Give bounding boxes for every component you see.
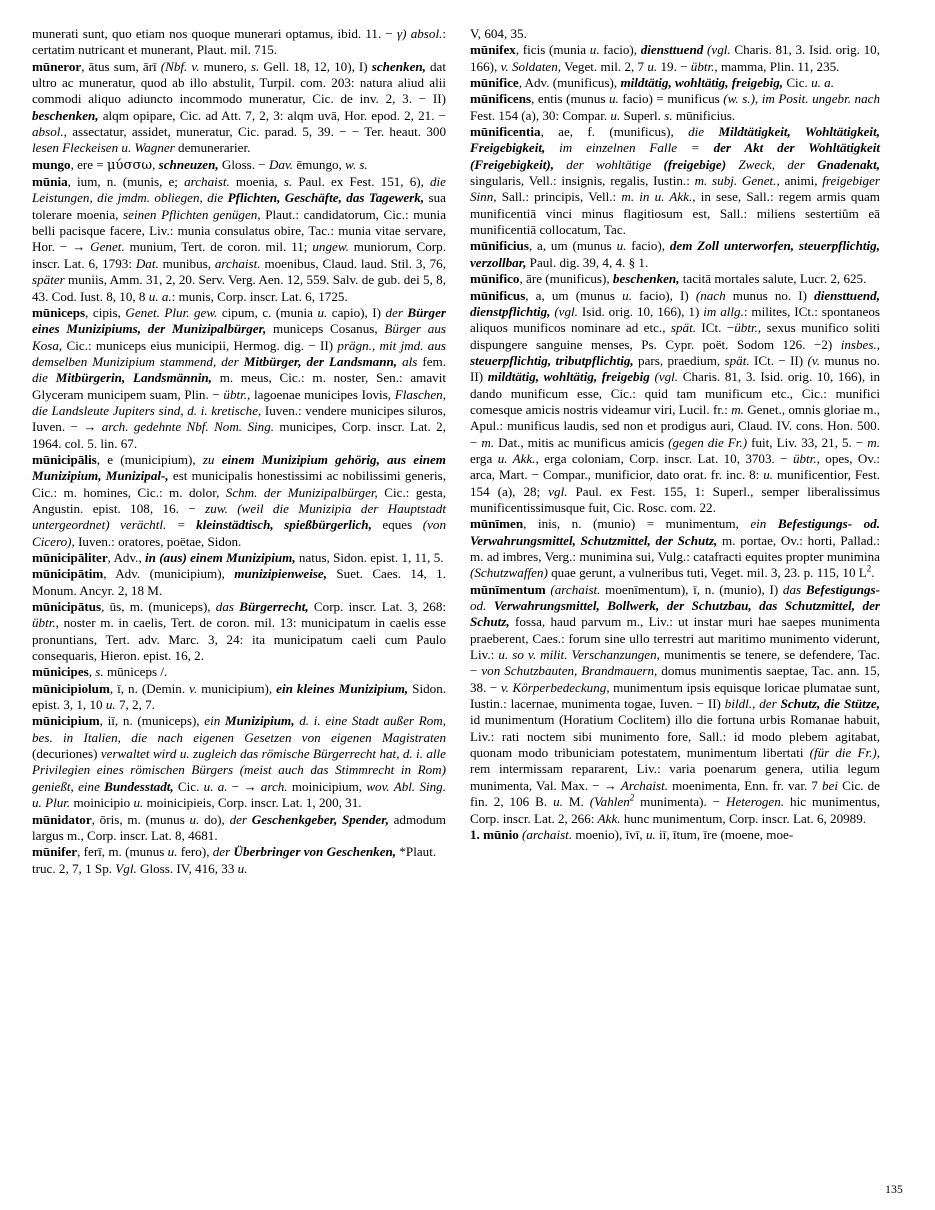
page-number: 135 bbox=[885, 1184, 903, 1196]
two-column-body bbox=[32, 26, 905, 1176]
dictionary-entry: mūniceps, cipis, Genet. Plur. gew. cipum, c. (munia u. capio), I) der Bürger eines Munizipiums, der Munizipalbürger, municeps Cosanus, Bürger aus Kosa, Cic.: municeps eius municipii, Hermog. dig. − II) prägn., mit jmd. aus demselben Munizipium stammend, der Mitbürger, der Landsmann, als fem. die Mitbürgerin, Landsmännin, m. meus, Cic.: m. noster, Sen.: amavit Glyceram municipem suam, Plin. − übtr., lagoenae municipes Iovis, Flaschen, die Landsleute Jupiters sind, d. i. kretische, Iuven.: vendere municipes siluros, Iuven. − → arch. gedehnte Nbf. Nom. Sing. municipes, Corp. inscr. Lat. 2, 1964. col. 5. lin. 67. bbox=[32, 304, 446, 451]
dictionary-entry: mūnificentia, ae, f. (munificus), die Mildtätigkeit, Wohltätigkeit, Freigebigkeit, im einzelnen Falle = der Akt der Wohltätigkeit (Freigebigkeit), der wohltätige (freigebige) Zweck, der Gnadenakt, singularis, Vell.: insignis, regalis, Iustin.: m. subj. Genet., animi, freigebiger Sinn, Sall.: principis, Vell.: m. in u. Akk., in sese, Sall.: regem armis quam munificentiā vinci minus flagitiosum est, Sall.: miliens sestertiûm eā munificentiā collocatum, Tac. bbox=[470, 124, 880, 238]
dictionary-entry: mūnia, ium, n. (munis, e; archaist. moenia, s. Paul. ex Fest. 151, 6), die Leistungen, die jmdm. obliegen, die Pflichten, Geschäfte, das Tagewerk, sua tolerare moenia, seinen Pflichten genügen, Plaut.: candidatorum, Cic.: munia belli pacisque facere, Liv.: munia consulatus obire, Tac.: munia vitae servare, Hor. − → Genet. munium, Tert. de coron. mil. 11; ungew. muniorum, Corp. inscr. Lat. 6, 1793: Dat. munibus, archaist. moenibus, Claud. laud. Stil. 3, 76, später muniis, Amm. 31, 2, 20. Serv. Verg. Aen. 12, 559. Salv. de gub. dei 5, 8, 43. Cod. Iust. 8, 10, 8 u. a.: munis, Corp. inscr. Lat. 6, 1725. bbox=[32, 174, 446, 304]
dictionary-entry: mungo, ere = μύσσω, schneuzen, Gloss. − Dav. ēmungo, w. s. bbox=[32, 156, 368, 173]
dictionary-entry: V, 604, 35. bbox=[470, 26, 527, 41]
dictionary-entry: munerati sunt, quo etiam nos quoque munerari optamus, ibid. 11. − γ) absol.: certatim nutricant et munerant, Plaut. mil. 715. bbox=[32, 26, 446, 58]
dictionary-entry: mūnifico, āre (munificus), beschenken, tacitā mortales salute, Lucr. 2, 625. bbox=[470, 271, 867, 287]
dictionary-entry: mūnificens, entis (munus u. facio) = munificus (w. s.), im Posit. ungebr. nach Fest. 154 (a), 30: Compar. u. Superl. s. mūnificius. bbox=[470, 91, 880, 123]
dictionary-entry: mūnificus, a, um (munus u. facio), I) (nach munus no. I) diensttuend, dienstpflichtig, (vgl. Isid. orig. 10, 166), 1) im allg.: milites, ICt.: spontaneos aliquos munificos nominare ad etc., spät. ICt. −übtr., sexus munifico soliti dispungere sanguine menses, Ps. Cypr. poët. Sodom 126. −2) insbes., steuerpflichtig, tributpflichtig, pars, praedium, spät. ICt. − II) (v. munus no. II) mildtätig, wohltätig, freigebig (vgl. Charis. 81, 3. Isid. orig. 10, 166), in dando munificum esse, Cic.: quid tam munificum etc., Cic.: munifici comesque amicis nostris videamur viri, Lucil. fr.: m. Genet., omnis gloriae m., Apul.: munificus laudis, sed non et prodigus auri, Claud. IV. cons. Hon. 500. − m. Dat., mitis ac munificus amicis (gegen die Fr.) fuit, Liv. 33, 21, 5. − m. erga u. Akk., erga coloniam, Corp. inscr. Lat. 10, 3703. − übtr., opes, Ov.: arca, Mart. − Compar., munificior, dato orat. fr. inc. 8: u. munificentior, Fest. 154 (a), 28; vgl. Paul. ex Fest. 155, 1: Superl., semper liberalissimus munificentissimusque fuit, Cic. Rosc. com. 22. bbox=[470, 287, 881, 515]
right-column bbox=[470, 26, 880, 843]
dictionary-entry: mūneror, ātus sum, ārī (Nbf. v. munero, s. Gell. 18, 12, 10), I) schenken, dat ultro ac muneratur, quod ab illo abstulit, Turpil. com. 203: natura aliud alii commodi aliquo adiuncto incommodo muneratur, Cic. de inv. 2, 3. − II) beschenken, alqm opipare, Cic. ad Att. 7, 2, 3: alqm uvā, Hor. epod. 2, 21. − absol., assectatur, assidet, muneratur, Cic. parad. 5, 39. − − Ter. heaut. 300 lesen Fleckeisen u. Wagner demunerarier. bbox=[32, 58, 447, 156]
dictionary-entry: mūnifice, Adv. (munificus), mildtätig, wohltätig, freigebig, Cic. u. a. bbox=[470, 75, 834, 91]
dictionary-entry: mūnificius, a, um (munus u. facio), dem Zoll unterworfen, steuerpflichtig, verzollbar, Paul. dig. 39, 4, 4. § 1. bbox=[470, 238, 880, 270]
dictionary-entry: mūnicipes, s. mūniceps /. bbox=[32, 664, 168, 680]
dictionary-entry: mūnidator, ōris, m. (munus u. do), der Geschenkgeber, Spender, admodum largus m., Corp. inscr. Lat. 8, 4681. bbox=[32, 811, 446, 843]
dictionary-entry: mūnīmentum (archaist. moenīmentum), ī, n. (munio), I) das Befestigungs- od. Verwahrungsmittel, Bollwerk, der Schutzbau, das Schutzmittel, der Schutz, fossa, haud parvum m., Liv.: ut instar muri hae saepes munimenta praeberent, Caes.: forum sine ullo terrestri aut maritimo munimento viderunt, Liv.: u. so v. milit. Verschanzungen, munimentis se tenere, se defendere, Tac. − von Schutzbauten, Brandmauern, domus munimentis saeptae, Tac. ann. 15, 38. − v. Körperbedeckung, munimentum ipsis equisque loricae plumatae sunt, Iustin.: lacernae, munimenta togae, Iuven. − II) bildl., der Schutz, die Stütze, id munimentum (Horatium Coclitem) illo die fortuna urbis Romanae habuit, Liv.: rati noctem sibi munimento fore, Sall.: id modo plebem agitabat, quonam modo tribuniciam potestatem, munimentum libertati (für die Fr.), rem intermissam repararent, Liv.: varia poenarum genera, utilia legum munimenta, Val. Max. − → Archaist. moenimenta, Enn. fr. var. 7 bei Cic. de fin. 2, 106 B. u. M. (Vahlen$^2$ munimenta). − Heterogen. hic munimentus, Corp. inscr. Lat. 2, 266: Akk. hunc munimentum, Corp. inscr. Lat. 6, 20989. bbox=[470, 581, 881, 826]
left-column bbox=[32, 26, 446, 877]
dictionary-entry: mūnicipiolum, ī, n. (Demin. v. municipium), ein kleines Munizipium, Sidon. epist. 3, 1, 10 u. 7, 2, 7. bbox=[32, 680, 447, 713]
dictionary-entry: mūnicipāliter, Adv., in (aus) einem Munizipium, natus, Sidon. epist. 1, 11, 5. bbox=[32, 550, 444, 565]
dictionary-entry: mūnicipātus, ūs, m. (municeps), das Bürgerrecht, Corp. inscr. Lat. 3, 268: übtr., noster m. in caelis, Tert. de coron. mil. 13: municipatum in caelis esse pronuntians, Tert. adv. Marc. 3, 24: ita municipatum caeli cum Paulo consequaris, Hieron. epist. 16, 2. bbox=[32, 599, 447, 664]
dictionary-entry: 1. mūnio (archaist. moenio), īvī, u. iī, ītum, īre (moene, moe- bbox=[470, 826, 794, 842]
dictionary-entry: mūnicipium, iī, n. (municeps), ein Munizipium, d. i. eine Stadt außer Rom, bes. in Italien, die nach eigenen Gesetzen von eigenen Magistraten (decuriones) verwaltet wird u. zugleich das römische Bürgerrecht hat, d. i. alle Privilegien eines römischen Bürgers (meist auch das Stimmrecht in Rom) genießt, eine Bundesstadt, Cic. u. a. − → arch. moinicipium, wov. Abl. Sing. u. Plur. moinicipio u. moinicipieis, Corp. inscr. Lat. 1, 200, 31. bbox=[32, 713, 446, 811]
dictionary-entry: mūnifex, ficis (munia u. facio), diensttuend (vgl. Charis. 81, 3. Isid. orig. 10, 166), v. Soldaten, Veget. mil. 2, 7 u. 19. − übtr., mamma, Plin. 11, 235. bbox=[470, 42, 880, 74]
dictionary-entry: mūnicipālis, e (municipium), zu einem Munizipium gehörig, aus einem Munizipium, Munizipal-, est municipalis honestissimi ac nobilissimi generis, Cic.: m. homines, Cic.: m. dolor, Schm. der Munizipalbürger, Cic.: gesta, Angustin. epist. 108, 16. − zuw. (weil die Munizipia der Hauptstadt untergeordnet) verächtl. = kleinstädtisch, spießbürgerlich, eques (von Cicero), Iuven.: oratores, poëtae, Sidon. bbox=[32, 451, 446, 549]
dictionary-entry: mūnīmen, inis, n. (munio) = munimentum, ein Befestigungs- od. Verwahrungsmittel, Schutzmittel, der Schutz, m. portae, Ov.: horti, Pallad.: m. ad imbres, Verg.: munimina sui, Vulg.: catafracti equites propter munimina (Schutzwaffen) quae gerunt, a vulneribus tuti, Veget. mil. 3, 23. p. 115, 10 $L^2$. bbox=[470, 516, 880, 581]
dictionary-entry: mūnifer, ferī, m. (munus u. fero), der Überbringer von Geschenken, *Plaut. truc. 2, 7, 1 Sp. Vgl. Gloss. IV, 416, 33 u. bbox=[32, 844, 437, 876]
dictionary-entry: mūnicipātim, Adv. (municipium), munizipienweise, Suet. Caes. 14, 1. Monum. Ancyr. 2, 18 M. bbox=[32, 566, 447, 598]
